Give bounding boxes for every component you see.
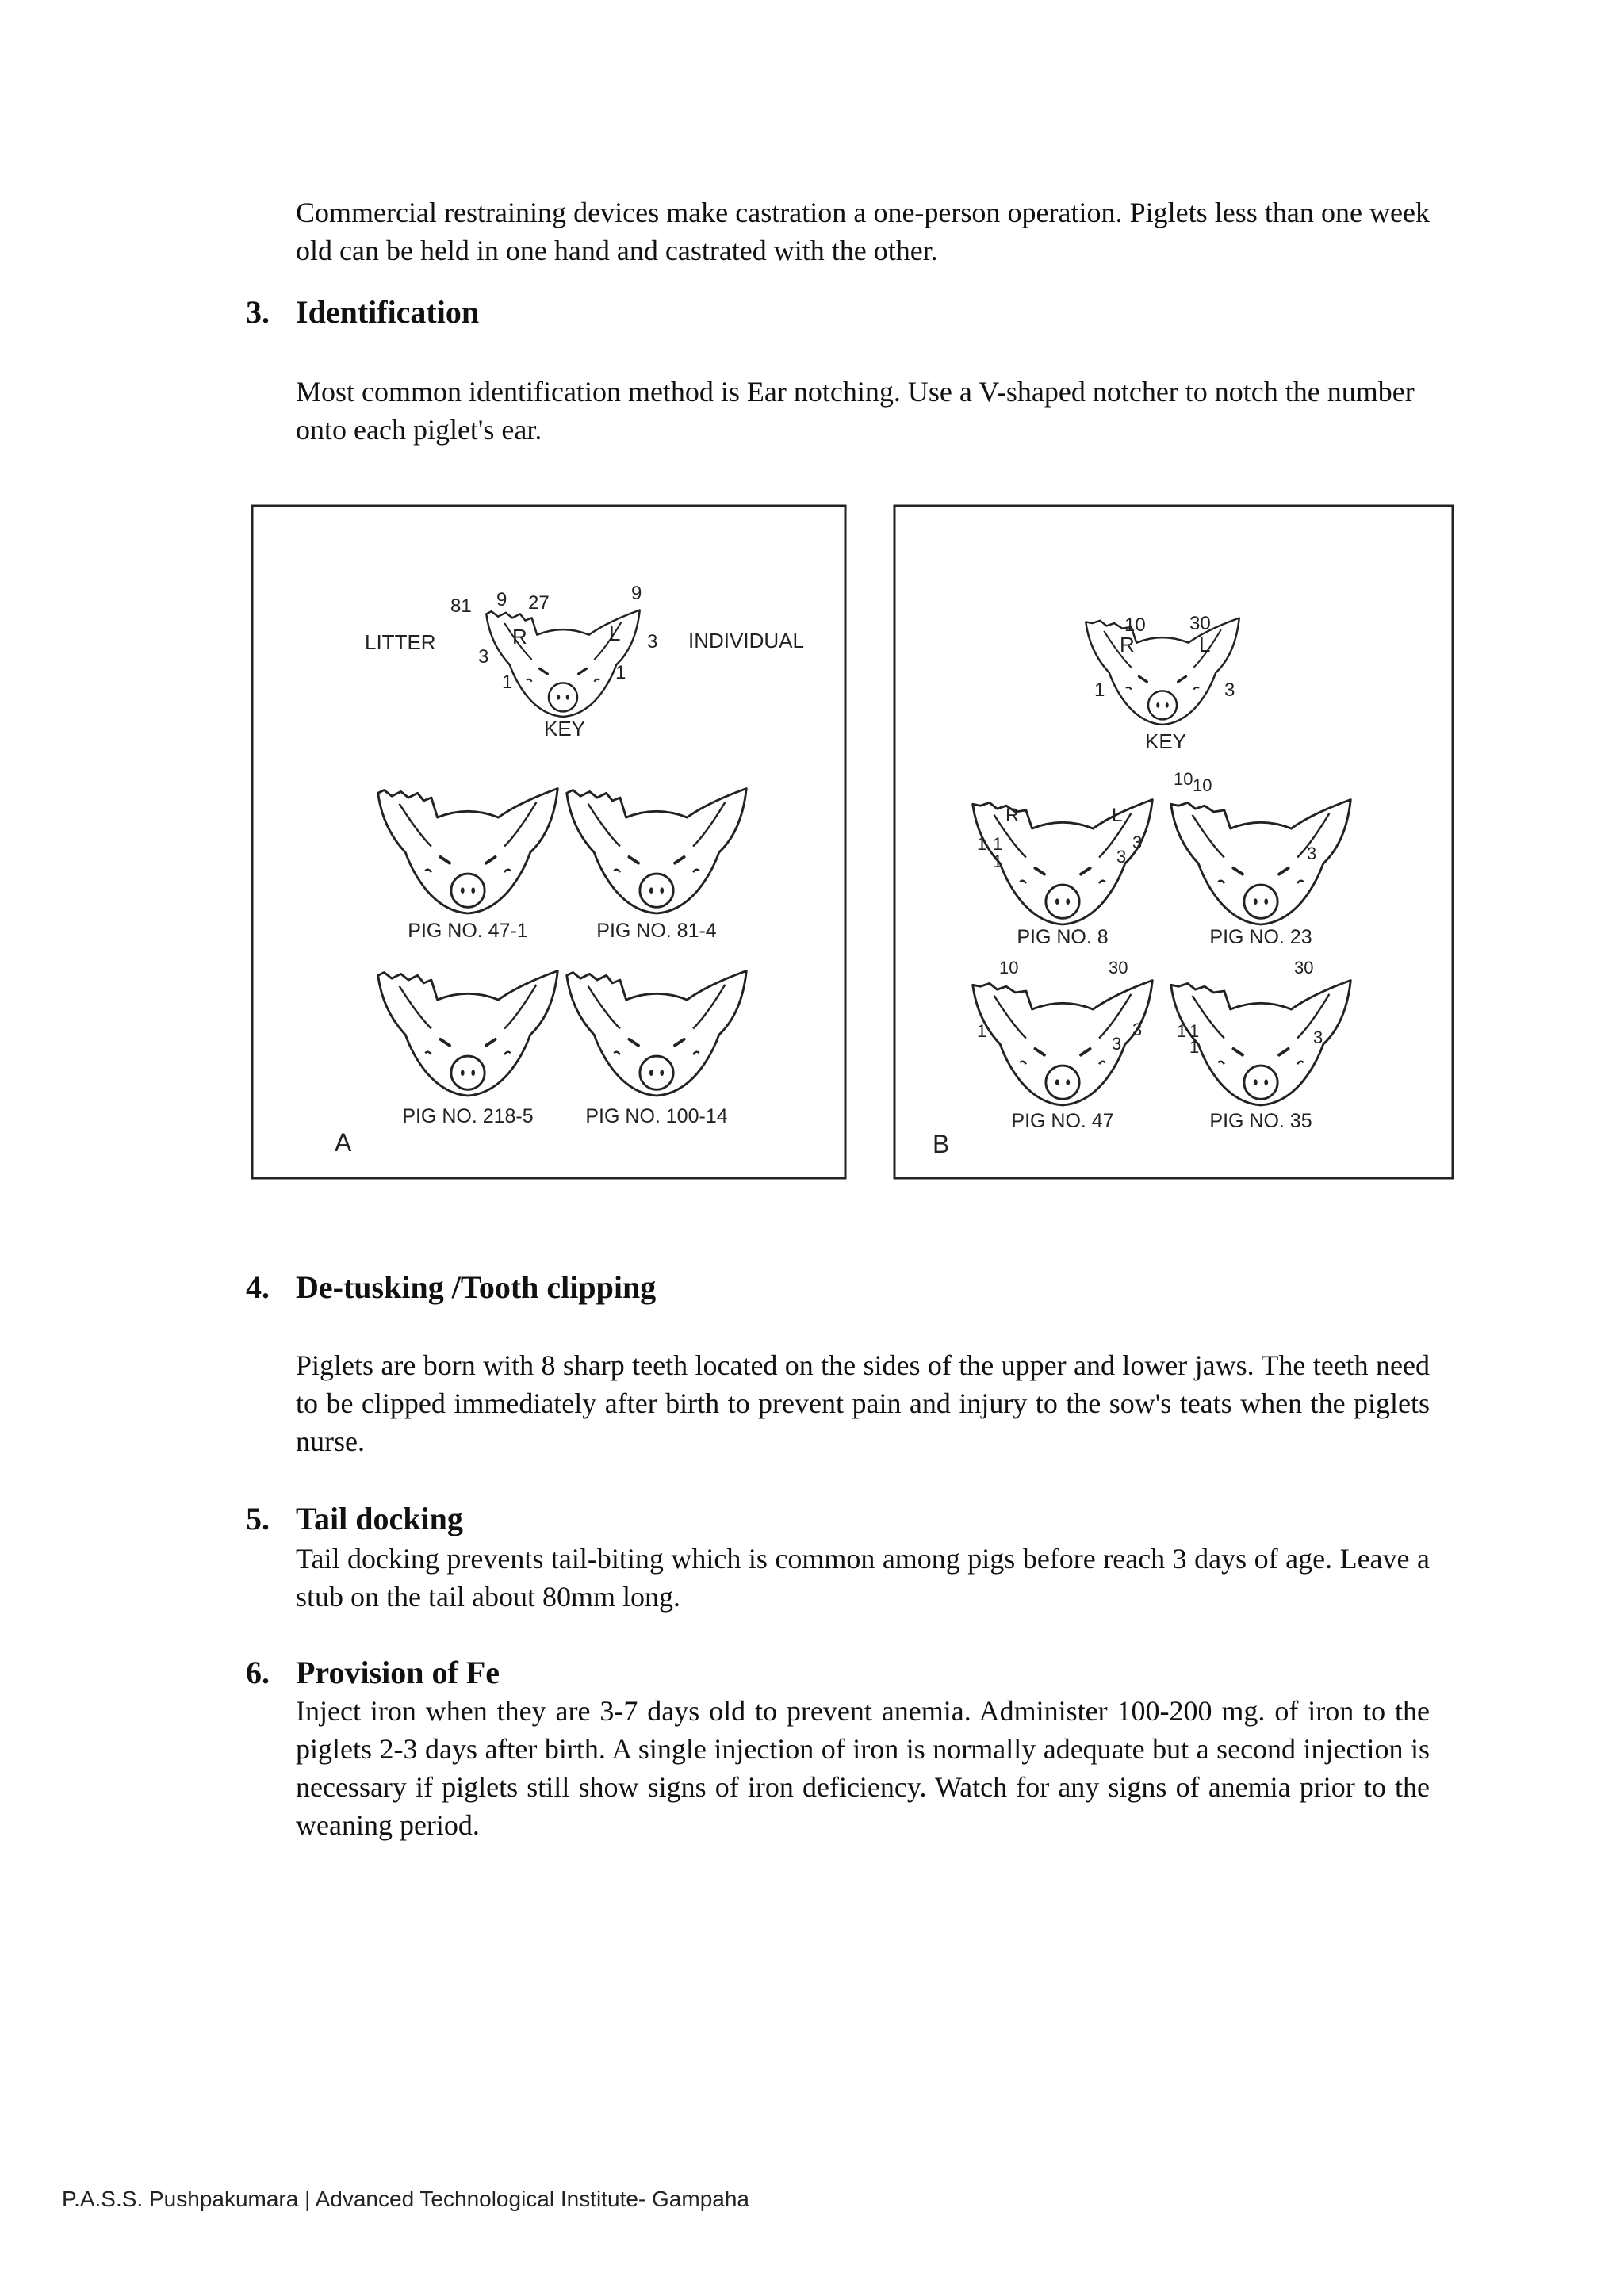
section-heading-detusking [246, 1269, 656, 1307]
figure-a-pig-3 [378, 971, 558, 1127]
notch-1-left: 1 [615, 662, 626, 683]
pig-head-icon [973, 981, 1153, 1105]
pig-label: PIG NO. 35 [1209, 1110, 1312, 1132]
figure-a-pig-2 [567, 789, 747, 942]
notch-3-right: 3 [478, 646, 489, 668]
section-title: De-tusking /Tooth clipping [296, 1269, 657, 1305]
section-number: 6. [246, 1655, 270, 1690]
notch-3: 3 [1224, 679, 1235, 701]
ear-letter-r: R [512, 625, 527, 649]
notch: 1 [993, 851, 1003, 871]
figure-a-key [365, 583, 804, 740]
page-footer: P.A.S.S. Pushpakumara | Advanced Technological Institute- Gampaha [62, 2187, 749, 2211]
pig-label: PIG NO. 81-4 [596, 920, 717, 942]
notch: 3 [1132, 1020, 1143, 1039]
notch: 10 [999, 958, 1019, 978]
figure-b-drawing [893, 504, 1454, 1181]
detusking-paragraph: Piglets are born with 8 sharp teeth located on the sides of the upper and lower jaws. The teeth need to be clipped immediately after birth to prevent pain and injury to the sow's teats when the piglets nurse. [296, 1349, 1430, 1457]
section-title: Tail docking [296, 1501, 463, 1536]
key-pig-head-icon [1086, 618, 1239, 725]
notch: 30 [1294, 958, 1314, 978]
ear-notch-figure-a [251, 504, 848, 1181]
ear-notch-figure-b [893, 504, 1454, 1181]
tail-docking-paragraph: Tail docking prevents tail-biting which is common among pigs before reach 3 days of age. Leave a stub on the tail about 80mm long. [296, 1543, 1430, 1613]
figure-b-pig-2 [1171, 769, 1351, 948]
figure-a-pig-1 [378, 789, 558, 942]
notch: 1 [1177, 1021, 1187, 1041]
notch: 3 [1116, 847, 1127, 867]
ear-letter-l: L [609, 622, 621, 645]
notch: 10 [1193, 775, 1212, 795]
pig-head-icon [567, 789, 747, 913]
notch-1: 1 [1094, 679, 1105, 701]
notch: 30 [1109, 958, 1128, 978]
pig-label: PIG NO. 218-5 [402, 1105, 534, 1127]
litter-label: LITTER [365, 630, 436, 654]
figure-b-pig-3 [973, 958, 1153, 1132]
identification-paragraph: Most common identification method is Ear notching. Use a V-shaped notcher to notch the number onto each piglet's ear. [296, 376, 1415, 446]
section-heading-iron [246, 1654, 500, 1692]
figure-b-pig-1 [973, 800, 1153, 948]
ear-letter-l: L [1112, 805, 1123, 826]
section-title: Provision of Fe [296, 1655, 500, 1690]
figure-b-key [1086, 613, 1239, 753]
section-number: 4. [246, 1269, 270, 1305]
section-heading-identification [246, 293, 479, 331]
pig-label: PIG NO. 100-14 [585, 1105, 728, 1127]
notch-1-right: 1 [502, 672, 513, 693]
notch-9-right: 9 [496, 589, 508, 610]
pig-label: PIG NO. 47-1 [408, 920, 528, 942]
notch: 3 [1112, 1034, 1122, 1054]
notch-3-left: 3 [647, 631, 658, 652]
pig-label: PIG NO. 47 [1011, 1110, 1114, 1132]
notch: 1 [977, 834, 987, 854]
notch: 1 [977, 1021, 987, 1041]
notch-81: 81 [450, 595, 472, 617]
key-caption: KEY [1145, 729, 1187, 753]
key-caption: KEY [544, 717, 586, 740]
ear-letter-r: R [1120, 633, 1135, 656]
notch-10: 10 [1124, 614, 1146, 636]
notch-27: 27 [528, 592, 550, 614]
figure-a-pig-4 [567, 971, 747, 1127]
figure-a-drawing [251, 504, 848, 1181]
notch: 3 [1307, 844, 1317, 863]
pig-label: PIG NO. 8 [1017, 926, 1109, 948]
notch: 10 [1174, 769, 1193, 789]
notch: 1 [1189, 1021, 1200, 1041]
notch: 1 [993, 834, 1003, 854]
ear-letter-r: R [1005, 805, 1020, 826]
pig-label: PIG NO. 23 [1209, 926, 1312, 948]
notch: 3 [1132, 832, 1143, 852]
notch-9-left: 9 [631, 583, 642, 604]
section-title: Identification [296, 294, 480, 330]
individual-label: INDIVIDUAL [688, 629, 804, 652]
panel-label-a: A [335, 1128, 352, 1157]
pig-head-icon [378, 789, 558, 913]
section-heading-tail-docking [246, 1500, 463, 1538]
notch-30: 30 [1189, 613, 1211, 634]
section-number: 3. [246, 294, 270, 330]
figure-b-pig-4 [1171, 958, 1351, 1132]
iron-paragraph: Inject iron when they are 3-7 days old to prevent anemia. Administer 100-200 mg. of iron to the piglets 2-3 days after birth. A single injection of iron is normally adequate but a second injection is necessary if piglets still show signs of iron deficiency. Watch for any signs of anemia prior to the weaning period. [296, 1695, 1430, 1841]
notch: 1 [1189, 1037, 1200, 1057]
notch: 3 [1313, 1027, 1323, 1047]
intro-paragraph: Commercial restraining devices make castration a one-person operation. Piglets less than one week old can be held in one hand and castrated with the other. [296, 197, 1430, 266]
pig-head-icon [1171, 800, 1351, 924]
pig-head-icon [567, 971, 747, 1096]
pig-head-icon [378, 971, 558, 1096]
panel-label-b: B [933, 1130, 950, 1158]
section-number: 5. [246, 1501, 270, 1536]
ear-letter-l: L [1199, 633, 1211, 656]
